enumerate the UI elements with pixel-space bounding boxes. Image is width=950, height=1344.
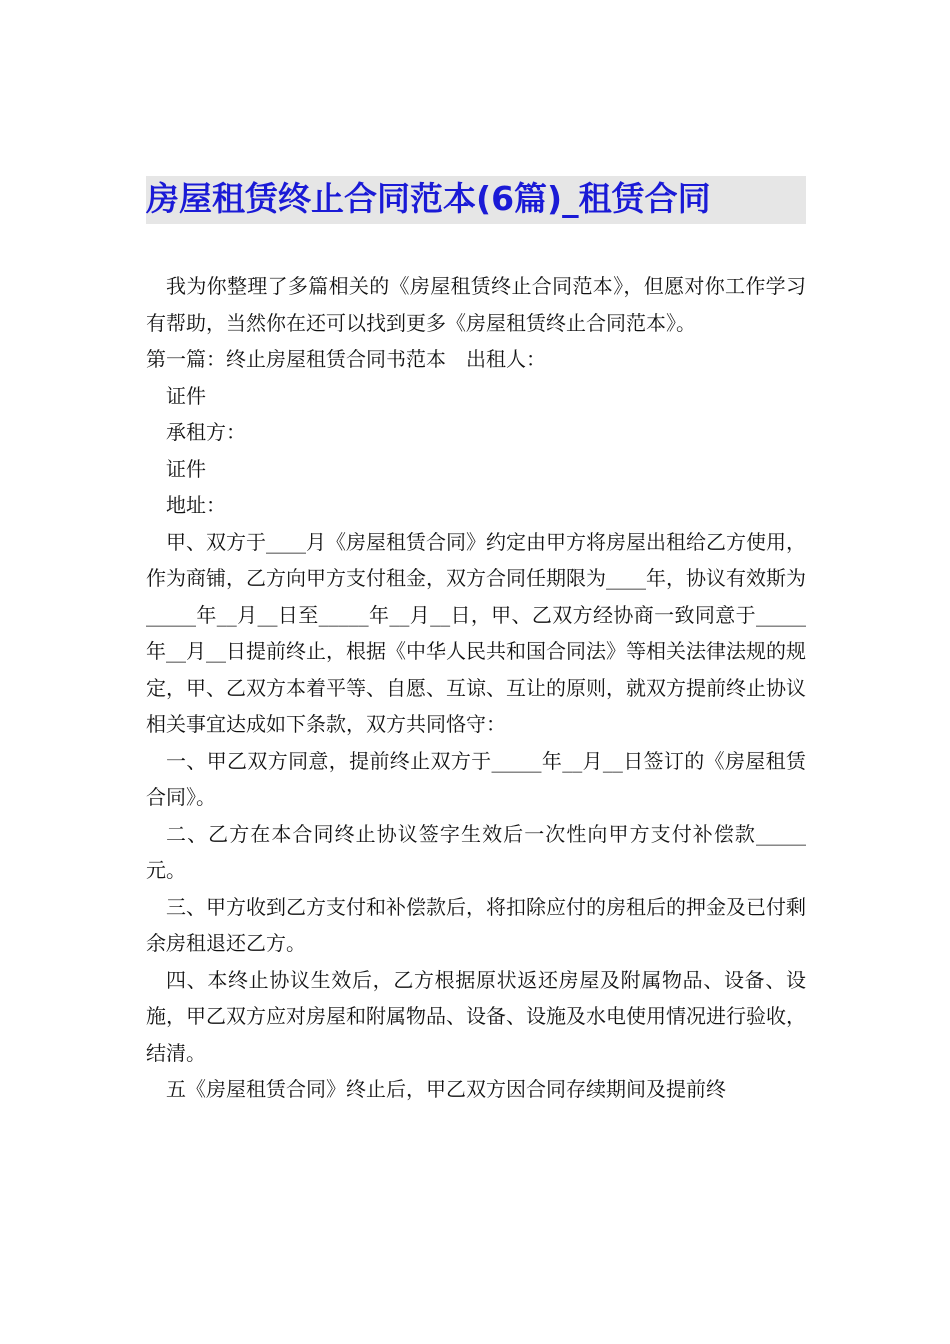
field-label: 证件: [166, 456, 206, 481]
intro-paragraph: 我为你整理了多篇相关的《房屋租赁终止合同范本》，但愿对你工作学习有帮助，当然你在还可以找到更多《房屋租赁终止合同范本》。: [146, 274, 806, 335]
clause-paragraph: 一、甲乙双方同意，提前终止双方于_____年__月__日签订的《房屋租赁合同》。: [146, 748, 806, 809]
body-paragraph: 甲、双方于____月《房屋租赁合同》约定由甲方将房屋出租给乙方使用，作为商铺，乙方向甲方支付租金，双方合同任期限为____年，协议有效斯为_____年__月__日至_____年__月__日，甲、乙双方经协商一致同意于_____年__月__日提前终止，根据《中华人民共和国合同法》等相关法律法规的规定，甲、乙双方本着平等、自愿、互谅、互让的原则，就双方提前终止协议相关事宜达成如下条款，双方共同恪守：: [146, 529, 806, 736]
section-heading: 第一篇：终止房屋租赁合同书范本 出租人：: [146, 347, 546, 371]
field-label: 证件: [166, 383, 206, 408]
field-label: 地址：: [166, 493, 226, 517]
title-highlight: [146, 176, 806, 224]
document-title: 房屋租赁终止合同范本(6篇)_租赁合同: [146, 179, 711, 218]
clause-paragraph: 五《房屋租赁合同》终止后，甲乙双方因合同存续期间及提前终: [166, 1077, 726, 1101]
clause-paragraph: 四、本终止协议生效后，乙方根据原状返还房屋及附属物品、设备、设施，甲乙双方应对房屋和附属物品、设备、设施及水电使用情况进行验收，结清。: [146, 967, 806, 1065]
field-label: 承租方：: [166, 420, 246, 444]
clause-paragraph: 三、甲方收到乙方支付和补偿款后，将扣除应付的房租后的押金及已付剩余房租退还乙方。: [146, 894, 806, 955]
document-body: [146, 268, 806, 1108]
clause-paragraph: 二、乙方在本合同终止协议签字生效后一次性向甲方支付补偿款_____元。: [146, 821, 806, 882]
